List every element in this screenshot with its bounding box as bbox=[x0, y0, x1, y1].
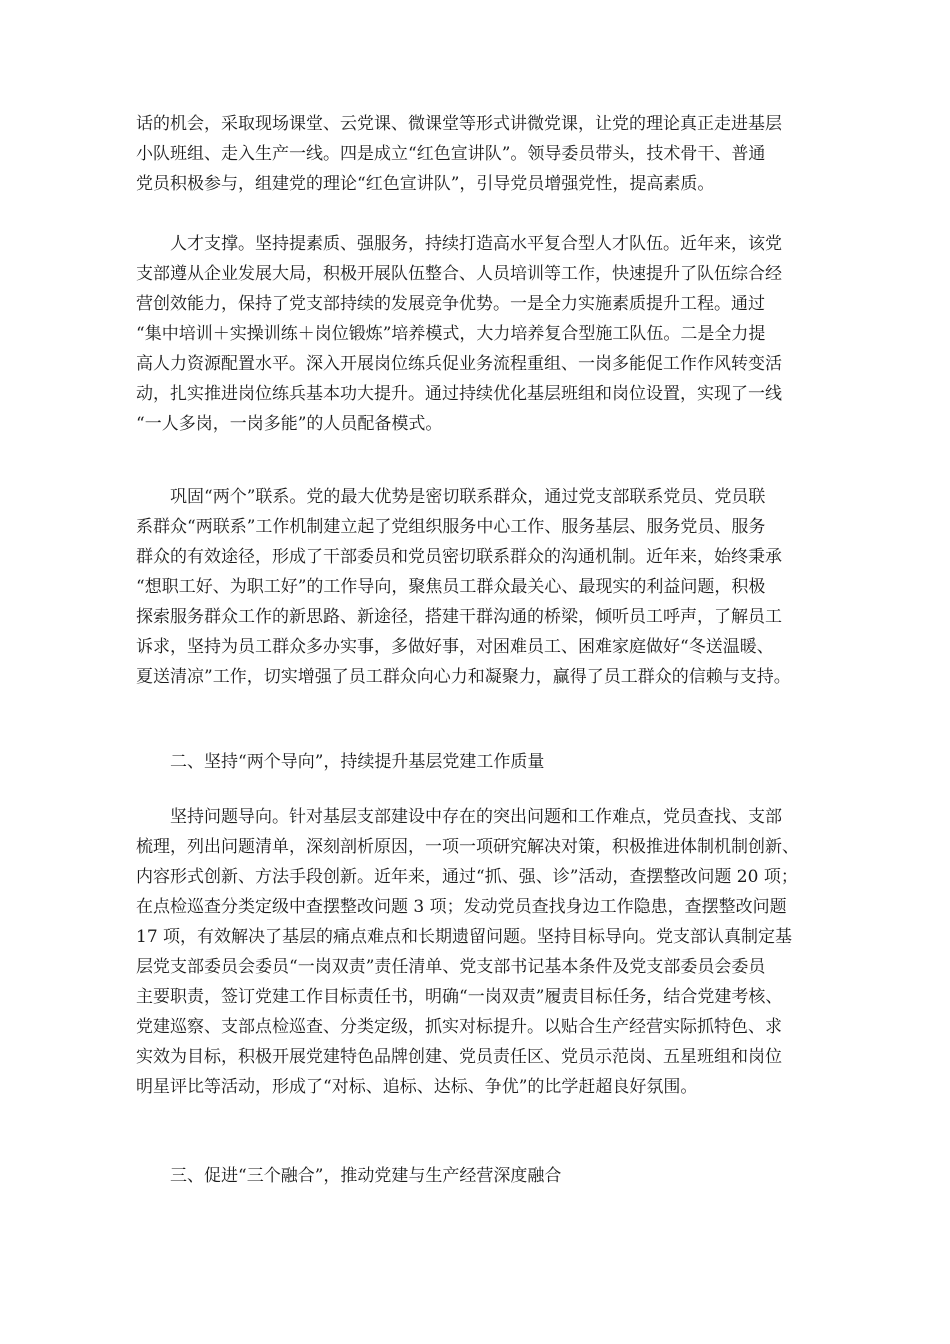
paragraph-problem-orientation bbox=[136, 802, 826, 1102]
text-line: 在点检巡查分类定级中查摆整改问题 3 项；发动党员查找身边工作隐患，查摆整改问题 bbox=[136, 897, 787, 917]
text-line: 坚持问题导向。针对基层支部建设中存在的突出问题和工作难点，党员查找、支部 bbox=[170, 807, 782, 827]
text-line: 党员积极参与，组建党的理论“红色宣讲队”，引导党员增强党性，提高素质。 bbox=[136, 174, 715, 194]
paragraph-two-connections bbox=[136, 482, 826, 692]
text-line: “集中培训＋实操训练＋岗位锻炼”培养模式，大力培养复合型施工队伍。二是全力提 bbox=[136, 324, 766, 344]
text-line: 17 项，有效解决了基层的痛点难点和长期遗留问题。坚持目标导向。党支部认真制定基 bbox=[136, 927, 793, 947]
text-line: 主要职责，签订党建工作目标责任书，明确“一岗双责”履责目标任务，结合党建考核、 bbox=[136, 987, 783, 1007]
text-line: 小队班组、走入生产一线。四是成立“红色宣讲队”。领导委员带头，技术骨干、普通 bbox=[136, 144, 766, 164]
text-line: 党建巡察、支部点检巡查、分类定级，抓实对标提升。以贴合生产经营实际抓特色、求 bbox=[136, 1017, 782, 1037]
text-line: 话的机会，采取现场课堂、云党课、微课堂等形式讲微党课，让党的理论真正走进基层 bbox=[136, 114, 782, 134]
text-line: 高人力资源配置水平。深入开展岗位练兵促业务流程重组、一岗多能促工作作风转变活 bbox=[136, 354, 782, 374]
text-line: 诉求，坚持为员工群众多办实事，多做好事，对困难员工、困难家庭做好“冬送温暖、 bbox=[136, 637, 774, 657]
text-line: 支部遵从企业发展大局，积极开展队伍整合、人员培训等工作，快速提升了队伍综合经 bbox=[136, 264, 782, 284]
text-line: 群众的有效途径，形成了干部委员和党员密切联系群众的沟通机制。近年来，始终秉承 bbox=[136, 547, 782, 567]
text-line: 探索服务群众工作的新思路、新途径，搭建干群沟通的桥梁，倾听员工呼声，了解员工 bbox=[136, 607, 782, 627]
text-line: 人才支撑。坚持提素质、强服务，持续打造高水平复合型人才队伍。近年来，该党 bbox=[170, 234, 782, 254]
section-heading-text: 三、促进“三个融合”，推动党建与生产经营深度融合 bbox=[170, 1166, 562, 1186]
section-heading-two bbox=[136, 747, 826, 777]
text-line: 梳理，列出问题清单，深刻剖析原因，一项一项研究解决对策，积极推进体制机制创新、 bbox=[136, 837, 799, 857]
section-heading-text: 二、坚持“两个导向”，持续提升基层党建工作质量 bbox=[170, 752, 545, 772]
text-line: 动，扎实推进岗位练兵基本功大提升。通过持续优化基层班组和岗位设置，实现了一线 bbox=[136, 384, 782, 404]
text-line: 系群众“两联系”工作机制建立起了党组织服务中心工作、服务基层、服务党员、服务 bbox=[136, 517, 766, 537]
text-line: 明星评比等活动，形成了“对标、追标、达标、争优”的比学赶超良好氛围。 bbox=[136, 1077, 698, 1097]
text-line: 实效为目标，积极开展党建特色品牌创建、党员责任区、党员示范岗、五星班组和岗位 bbox=[136, 1047, 782, 1067]
text-line: 营创效能力，保持了党支部持续的发展竞争优势。一是全力实施素质提升工程。通过 bbox=[136, 294, 765, 314]
paragraph-continuation bbox=[136, 109, 826, 199]
text-line: “一人多岗，一岗多能”的人员配备模式。 bbox=[136, 414, 443, 434]
section-heading-three bbox=[136, 1161, 826, 1191]
text-line: “想职工好、为职工好”的工作导向，聚焦员工群众最关心、最现实的利益问题，积极 bbox=[136, 577, 766, 597]
text-line: 层党支部委员会委员“一岗双责”责任清单、党支部书记基本条件及党支部委员会委员 bbox=[136, 957, 766, 977]
text-line: 内容形式创新、方法手段创新。近年来，通过“抓、强、诊”活动，查摆整改问题 20 项； bbox=[136, 867, 798, 887]
text-line: 巩固“两个”联系。党的最大优势是密切联系群众，通过党支部联系党员、党员联 bbox=[170, 487, 766, 507]
paragraph-talent-support bbox=[136, 229, 826, 439]
text-line: 夏送清凉”工作，切实增强了员工群众向心力和凝聚力，赢得了员工群众的信赖与支持。 bbox=[136, 667, 791, 687]
